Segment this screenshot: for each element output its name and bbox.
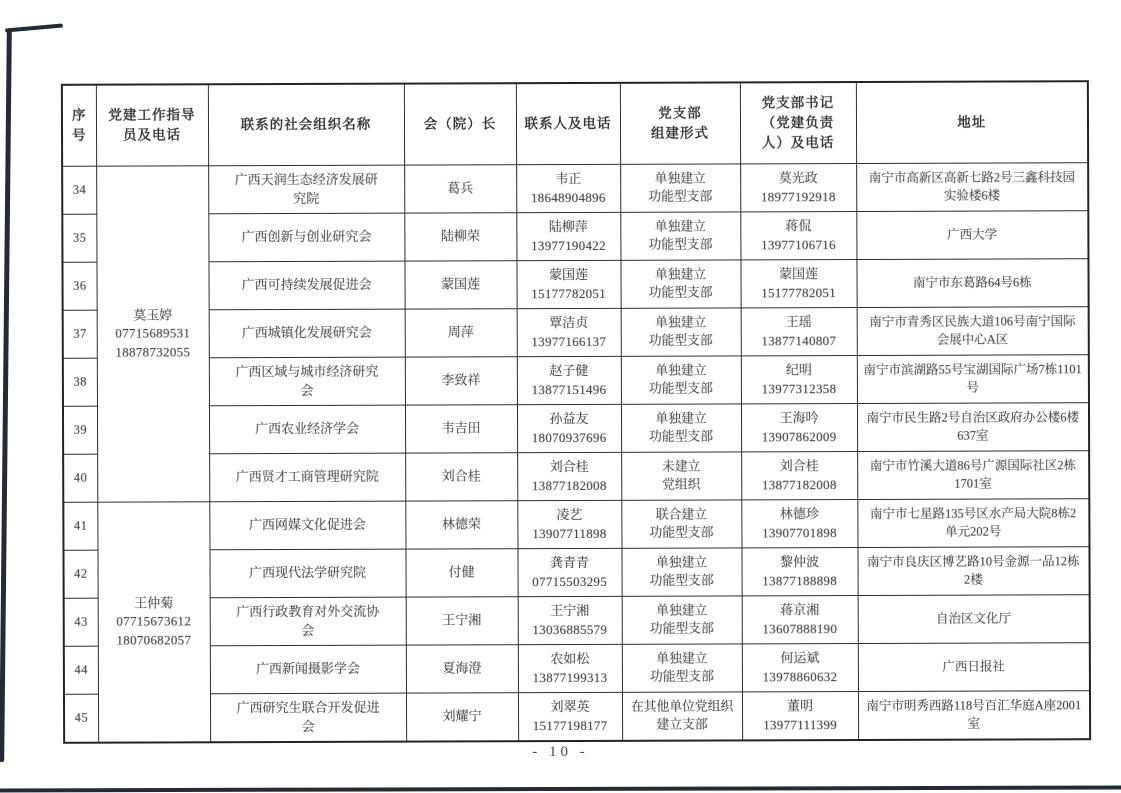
secretary-name: 蒙国莲 — [778, 266, 819, 282]
org-name-cell: 广西研究生联合开发促进会 — [210, 693, 406, 742]
table-row — [62, 259, 1088, 311]
scanned-table-sheet — [61, 80, 1091, 744]
contact-cell — [516, 164, 620, 212]
branch-form-line: 联合建立 — [655, 507, 707, 522]
org-name-cell: 广西农业经济学会 — [209, 405, 405, 454]
row-serial: 35 — [62, 214, 96, 262]
branch-form-line: 建立支部 — [656, 717, 708, 732]
president-cell: 周萍 — [405, 309, 517, 357]
header-line: 号 — [72, 127, 87, 143]
address-cell: 南宁市良庆区博艺路10号金源一品12栋2楼 — [857, 547, 1089, 596]
secretary-cell — [741, 500, 857, 548]
contact-phone: 15177782051 — [531, 285, 607, 301]
secretary-name: 莫光政 — [778, 170, 818, 186]
contact-phone: 07715503295 — [532, 573, 608, 589]
instructor-name: 莫玉婷 — [133, 307, 173, 323]
table-body — [62, 163, 1090, 743]
contact-name: 蒙国莲 — [548, 267, 589, 283]
secretary-cell — [741, 548, 857, 596]
address-cell: 广西大学 — [856, 211, 1088, 260]
president-cell: 葛兵 — [404, 165, 516, 213]
branch-form-cell — [621, 548, 741, 596]
branch-form-cell — [622, 692, 742, 741]
contact-name: 孙益友 — [549, 411, 589, 427]
secretary-cell — [742, 644, 858, 692]
secretary-phone: 13977312358 — [761, 380, 837, 396]
secretary-name: 纪明 — [785, 362, 812, 378]
address-cell: 南宁市高新区高新七路2号三鑫科技园实验楼6楼 — [856, 163, 1088, 212]
contact-name: 刘翠英 — [550, 699, 590, 715]
instructor-phone: 18070682057 — [116, 631, 192, 648]
secretary-cell — [742, 692, 858, 741]
president-cell: 付健 — [405, 549, 517, 597]
contact-phone: 13036885579 — [532, 621, 608, 637]
contact-phone: 18070937696 — [531, 429, 607, 445]
secretary-cell — [741, 308, 857, 356]
address-cell: 南宁市青秀区民族大道106号南宁国际会展中心A区 — [857, 307, 1089, 356]
col-header-serial — [62, 85, 96, 167]
row-serial: 42 — [63, 550, 97, 598]
secretary-cell — [740, 260, 856, 308]
contact-cell — [518, 596, 622, 644]
branch-form-cell — [621, 308, 741, 356]
secretary-name: 林德珍 — [779, 506, 819, 522]
header-line: 联系的社会组织名称 — [240, 116, 372, 133]
address-cell: 南宁市东葛路64号6栋 — [856, 259, 1088, 308]
secretary-phone: 13977111399 — [763, 716, 838, 732]
contact-name: 龚青青 — [549, 555, 590, 571]
secretary-phone: 13607888190 — [762, 620, 838, 636]
secretary-phone: 13877140807 — [761, 332, 837, 348]
table-row — [62, 163, 1088, 215]
col-header-contact — [516, 83, 620, 165]
instructor-cell — [97, 502, 210, 743]
branch-form-line: 党组织 — [662, 477, 701, 492]
header-line: 联系人及电话 — [524, 115, 612, 132]
header-line: 地址 — [957, 114, 987, 130]
contact-cell — [517, 308, 621, 356]
president-cell: 韦吉田 — [405, 405, 517, 453]
contact-cell — [516, 260, 620, 308]
branch-form-line: 功能型支部 — [649, 429, 714, 444]
table-row — [64, 595, 1090, 647]
branch-form-line: 单独建立 — [656, 651, 708, 666]
secretary-name: 王瑶 — [785, 314, 812, 330]
header-line: 人）及电话 — [761, 135, 835, 151]
president-cell: 刘合桂 — [405, 453, 517, 501]
col-header-president — [404, 83, 516, 165]
contact-name: 王宁湘 — [550, 603, 590, 619]
address-cell: 自治区文化厅 — [858, 595, 1090, 644]
secretary-phone: 13877182008 — [761, 476, 837, 492]
president-cell: 陆柳荣 — [404, 213, 516, 261]
president-cell: 刘耀宁 — [406, 693, 518, 742]
address-cell: 南宁市民生路2号自治区政府办公楼6楼637室 — [857, 403, 1089, 452]
table-row — [63, 307, 1089, 359]
branch-form-cell — [620, 164, 740, 212]
contact-phone: 18648904896 — [530, 189, 606, 205]
table-row — [64, 643, 1090, 695]
contact-name: 凌艺 — [556, 507, 583, 523]
contact-phone: 13977190422 — [530, 237, 606, 253]
table-row — [63, 355, 1089, 407]
page-number: - 10 - — [532, 744, 589, 760]
secretary-phone: 13877188898 — [762, 572, 838, 588]
org-name-cell: 广西现代法学研究院 — [209, 549, 405, 598]
contact-cell — [518, 644, 622, 692]
org-name-cell: 广西创新与创业研究会 — [208, 213, 404, 262]
col-header-instructor — [96, 84, 208, 166]
secretary-name: 刘合桂 — [779, 458, 819, 474]
branch-form-line: 单独建立 — [654, 171, 706, 186]
contact-name: 赵子健 — [549, 363, 589, 379]
instructor-phone: 07715673612 — [116, 613, 192, 630]
branch-form-line: 单独建立 — [655, 315, 707, 330]
instructor-cell — [96, 166, 209, 502]
branch-form-line: 未建立 — [661, 459, 701, 474]
branch-form-line: 功能型支部 — [648, 285, 713, 300]
header-line: 党建工作指导 — [108, 107, 196, 123]
address-cell: 南宁市七星路135号区水产局大院8栋2单元202号 — [857, 499, 1089, 548]
org-name-cell: 广西新闻摄影学会 — [210, 645, 406, 694]
secretary-name: 何运斌 — [780, 650, 820, 666]
contact-name: 农如松 — [550, 651, 590, 667]
table-row — [63, 451, 1089, 503]
contact-cell — [517, 404, 621, 452]
header-line: 党支部书记 — [761, 94, 835, 110]
branch-form-cell — [621, 404, 741, 452]
address-cell: 南宁市竹溪大道86号广源国际社区2栋1701室 — [857, 451, 1089, 500]
header-line: 会（院）长 — [423, 116, 497, 132]
address-cell: 广西日报社 — [858, 643, 1090, 692]
secretary-phone: 13977106716 — [760, 236, 836, 252]
president-cell: 蒙国莲 — [404, 261, 516, 309]
header-line: 员及电话 — [123, 127, 182, 143]
branch-form-line: 功能型支部 — [648, 381, 713, 396]
col-header-secretary — [740, 82, 856, 164]
scan-edge-bottom — [0, 786, 1121, 793]
branch-form-line: 在其他单位党组织 — [630, 699, 734, 714]
header-line: 组建形式 — [651, 125, 710, 141]
row-serial: 43 — [64, 598, 98, 646]
table-row — [62, 211, 1088, 263]
table-row — [64, 691, 1090, 743]
branch-form-line: 单独建立 — [655, 363, 707, 378]
col-header-organization — [208, 84, 404, 166]
row-serial: 34 — [62, 166, 96, 214]
address-cell: 南宁市明秀西路118号百汇华庭A座2001室 — [858, 691, 1090, 740]
contact-cell — [517, 548, 621, 596]
branch-form-line: 功能型支部 — [648, 237, 713, 252]
address-cell: 南宁市滨湖路55号宝湖国际广场7栋1101号 — [857, 355, 1089, 404]
org-name-cell: 广西网媒文化促进会 — [209, 501, 405, 550]
org-name-cell: 广西城镇化发展研究会 — [209, 309, 405, 358]
instructor-name: 王仲菊 — [134, 595, 174, 611]
secretary-cell — [741, 452, 857, 500]
org-name-cell: 广西区域与城市经济研究会 — [209, 357, 405, 406]
header-line: （党建负责 — [761, 114, 835, 131]
secretary-phone: 13907862009 — [761, 428, 837, 444]
branch-form-line: 功能型支部 — [649, 669, 714, 684]
secretary-phone: 18977192918 — [760, 188, 836, 204]
contact-phone: 15177198177 — [532, 717, 608, 733]
secretary-cell — [741, 356, 857, 404]
branch-form-cell — [621, 356, 741, 404]
col-header-address — [856, 81, 1088, 163]
contact-phone: 13977166137 — [531, 333, 607, 349]
instructor-phone: 18878732055 — [115, 343, 191, 360]
contact-cell — [518, 692, 622, 741]
president-cell: 王宁湘 — [406, 597, 518, 645]
header-line: 党支部 — [658, 105, 702, 121]
branch-form-cell — [622, 596, 742, 644]
row-serial: 44 — [64, 646, 98, 694]
table-header-row — [62, 81, 1088, 166]
org-name-cell: 广西天润生态经济发展研究院 — [208, 165, 404, 214]
branch-form-line: 单独建立 — [654, 267, 707, 282]
row-serial: 40 — [63, 454, 97, 502]
secretary-name: 董明 — [786, 698, 814, 714]
branch-form-line: 功能型支部 — [648, 189, 713, 204]
branch-form-line: 单独建立 — [656, 603, 708, 618]
contact-phone: 13877199313 — [532, 669, 608, 685]
table-row — [63, 499, 1089, 551]
secretary-phone: 15177782051 — [761, 284, 837, 300]
contact-name: 韦正 — [555, 171, 582, 187]
scan-edge-top-left — [5, 23, 63, 32]
branch-form-cell — [621, 500, 741, 548]
branch-form-cell — [620, 260, 740, 308]
secretary-name: 黎仲波 — [779, 554, 820, 570]
president-cell: 林德荣 — [405, 501, 517, 549]
row-serial: 39 — [63, 406, 97, 454]
secretary-cell — [740, 212, 856, 260]
party-building-contact-table — [61, 80, 1091, 744]
branch-form-cell — [621, 452, 741, 500]
contact-phone: 13907711898 — [532, 525, 607, 541]
contact-phone: 13877151496 — [531, 381, 607, 397]
row-serial: 38 — [63, 358, 97, 406]
org-name-cell: 广西可持续发展促进会 — [208, 261, 404, 310]
row-serial: 45 — [64, 694, 98, 743]
instructor-phone: 07715689531 — [115, 325, 191, 342]
branch-form-line: 功能型支部 — [648, 333, 713, 348]
row-serial: 41 — [63, 502, 97, 550]
branch-form-line: 单独建立 — [655, 411, 707, 426]
contact-cell — [517, 452, 621, 500]
table-row — [63, 547, 1089, 599]
president-cell: 李致祥 — [405, 357, 517, 405]
secretary-name: 蒋京湘 — [780, 602, 820, 618]
branch-form-cell — [622, 644, 742, 692]
secretary-phone: 13978860632 — [762, 668, 838, 684]
contact-cell — [517, 356, 621, 404]
org-name-cell: 广西贤才工商管理研究院 — [209, 453, 405, 502]
branch-form-line: 功能型支部 — [649, 621, 714, 636]
secretary-phone: 13907701898 — [761, 524, 837, 540]
secretary-name: 王海吟 — [779, 410, 819, 426]
row-serial: 36 — [62, 262, 96, 310]
org-name-cell: 广西行政教育对外交流协会 — [210, 597, 406, 646]
branch-form-cell — [620, 212, 740, 260]
contact-cell — [516, 212, 620, 260]
secretary-cell — [741, 404, 857, 452]
branch-form-line: 单独建立 — [655, 555, 708, 570]
branch-form-line: 功能型支部 — [649, 525, 714, 540]
president-cell: 夏海澄 — [406, 645, 518, 693]
secretary-cell — [742, 596, 858, 644]
secretary-name: 蒋侃 — [785, 218, 812, 234]
row-serial: 37 — [63, 310, 97, 358]
contact-name: 刘合桂 — [549, 459, 589, 475]
col-header-branch-form — [620, 82, 740, 164]
branch-form-line: 功能型支部 — [649, 573, 714, 588]
contact-cell — [517, 500, 621, 548]
header-line: 序 — [71, 107, 87, 123]
secretary-cell — [740, 164, 856, 212]
contact-name: 陆柳萍 — [548, 219, 588, 235]
contact-name: 覃洁贞 — [549, 315, 589, 331]
contact-phone: 13877182008 — [531, 477, 607, 493]
table-row — [63, 403, 1089, 455]
scan-edge-left — [0, 30, 12, 762]
branch-form-line: 单独建立 — [654, 219, 706, 234]
